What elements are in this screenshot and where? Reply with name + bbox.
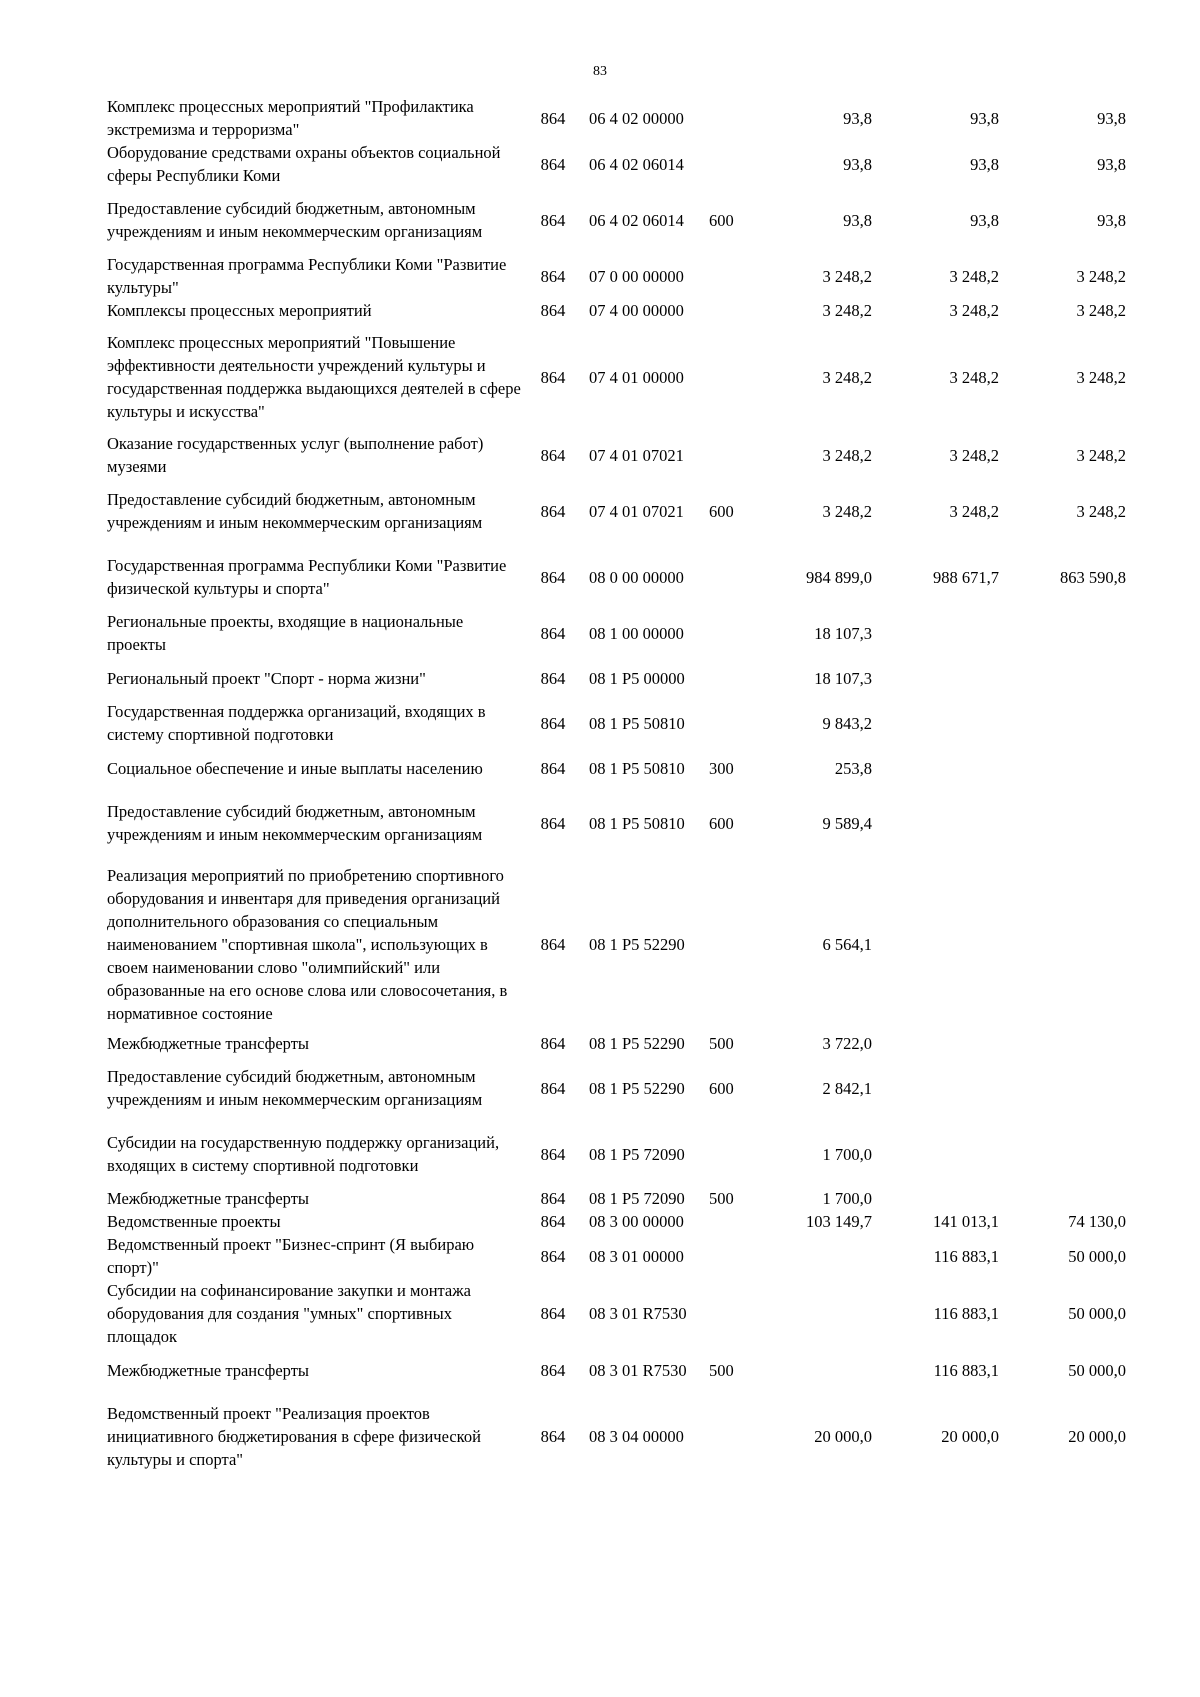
cell-gr: 864	[540, 668, 566, 688]
cell-csr: 06 4 02 00000	[589, 108, 684, 128]
cell-vr: 600	[709, 813, 734, 833]
cell-csr: 08 1 00 00000	[589, 623, 684, 643]
cell-csr: 06 4 02 06014	[589, 154, 684, 174]
cell-gr: 864	[540, 445, 566, 465]
cell-name: Комплекс процессных мероприятий "Профилактика экстремизма и терроризма"	[107, 97, 474, 139]
cell-gr: 864	[540, 266, 566, 286]
cell-name: Государственная поддержка организаций, входящих в систему спортивной подготовки	[107, 702, 486, 744]
cell-csr: 08 1 P5 50810	[589, 758, 685, 778]
cell-vr: 600	[709, 210, 734, 230]
cell-v2	[872, 856, 999, 1032]
table-row	[107, 544, 1126, 610]
cell-v1: 9 589,4	[822, 813, 872, 833]
cell-gr: 864	[540, 1189, 566, 1208]
cell-vr	[709, 299, 759, 322]
table-row	[107, 610, 1126, 656]
cell-v3: 3 248,2	[1076, 266, 1126, 286]
cell-v2	[872, 1055, 999, 1121]
cell-v2: 988 671,7	[933, 567, 999, 587]
cell-v2: 20 000,0	[941, 1426, 999, 1446]
cell-v3: 3 248,2	[1076, 367, 1126, 387]
cell-v3: 74 130,0	[1068, 1212, 1126, 1231]
cell-v2	[872, 700, 999, 746]
cell-gr: 864	[540, 108, 566, 128]
cell-v3: 3 248,2	[1076, 501, 1126, 521]
table-row	[107, 700, 1126, 746]
table-row	[107, 299, 1126, 322]
cell-name: Комплекс процессных мероприятий "Повышение эффективности деятельности учреждений культуры и государственная поддержка выдающихся деятелей в сфере культуры и искусства"	[107, 333, 521, 421]
cell-v2	[872, 1032, 999, 1055]
cell-v2	[872, 610, 999, 656]
cell-v1: 18 107,3	[814, 623, 872, 643]
cell-v3: 3 248,2	[1076, 445, 1126, 465]
cell-vr	[709, 1121, 759, 1187]
cell-v1: 3 248,2	[822, 301, 872, 320]
cell-v3: 93,8	[1097, 108, 1126, 128]
cell-name: Государственная программа Республики Коми "Развитие культуры"	[107, 255, 507, 297]
cell-csr: 08 0 00 00000	[589, 567, 684, 587]
page-number: 83	[593, 64, 607, 79]
cell-v1: 253,8	[834, 758, 872, 778]
cell-csr: 08 1 P5 50810	[589, 813, 685, 833]
cell-v3: 50 000,0	[1068, 1304, 1126, 1323]
cell-name: Межбюджетные трансферты	[107, 1360, 310, 1380]
cell-v3	[999, 856, 1126, 1032]
table-row	[107, 95, 1126, 141]
cell-v2: 3 248,2	[949, 501, 999, 521]
cell-gr: 864	[540, 1246, 566, 1266]
cell-csr: 08 1 P5 52290	[589, 934, 685, 954]
cell-name: Ведомственный проект "Бизнес-спринт (Я выбираю спорт)"	[107, 1235, 475, 1277]
cell-csr: 08 1 P5 52290	[589, 1034, 685, 1053]
cell-v1: 93,8	[843, 154, 872, 174]
table-row	[107, 1392, 1126, 1480]
cell-csr: 06 4 02 06014	[589, 210, 684, 230]
cell-csr: 07 4 01 07021	[589, 445, 684, 465]
cell-csr: 08 3 01 R7530	[589, 1304, 687, 1323]
cell-v3: 93,8	[1097, 210, 1126, 230]
table-row	[107, 1187, 1126, 1210]
cell-vr	[709, 1392, 759, 1480]
cell-v1: 984 899,0	[806, 567, 872, 587]
cell-vr: 600	[709, 1078, 734, 1098]
cell-vr	[709, 95, 759, 141]
cell-csr: 08 3 04 00000	[589, 1426, 684, 1446]
cell-name: Субсидии на государственную поддержку организаций, входящих в систему спортивной подготовки	[107, 1133, 500, 1175]
cell-v2: 116 883,1	[933, 1360, 999, 1380]
cell-gr: 864	[540, 1144, 566, 1164]
cell-vr	[709, 322, 759, 432]
cell-gr: 864	[540, 567, 566, 587]
budget-table	[107, 95, 1126, 1480]
cell-v3	[999, 610, 1126, 656]
table-row	[107, 1210, 1126, 1233]
cell-v1: 3 248,2	[822, 445, 872, 465]
table-row	[107, 253, 1126, 299]
table-row	[107, 141, 1126, 187]
cell-csr: 08 1 P5 72090	[589, 1144, 685, 1164]
cell-csr: 08 1 P5 72090	[589, 1189, 685, 1208]
cell-v3: 20 000,0	[1068, 1426, 1126, 1446]
budget-table-body	[107, 95, 1126, 1480]
cell-v3	[999, 700, 1126, 746]
table-row	[107, 432, 1126, 478]
cell-csr: 07 4 01 00000	[589, 367, 684, 387]
cell-v2: 3 248,2	[949, 445, 999, 465]
cell-v3: 50 000,0	[1068, 1360, 1126, 1380]
cell-v3	[999, 656, 1126, 700]
cell-name: Социальное обеспечение и иные выплаты населению	[107, 758, 483, 778]
cell-vr	[709, 141, 759, 187]
cell-gr: 864	[540, 758, 566, 778]
cell-v3	[999, 746, 1126, 790]
cell-v2: 116 883,1	[933, 1246, 999, 1266]
cell-v3: 93,8	[1097, 154, 1126, 174]
cell-v1: 18 107,3	[814, 668, 872, 688]
cell-v1: 3 248,2	[822, 266, 872, 286]
cell-csr: 07 4 01 07021	[589, 501, 684, 521]
cell-gr: 864	[540, 934, 566, 954]
cell-gr: 864	[540, 367, 566, 387]
cell-gr: 864	[540, 1212, 566, 1231]
cell-v1: 6 564,1	[822, 934, 872, 954]
cell-v2: 93,8	[970, 108, 999, 128]
cell-csr: 08 3 01 00000	[589, 1246, 684, 1266]
cell-v3: 863 590,8	[1060, 567, 1126, 587]
cell-v3	[999, 1121, 1126, 1187]
cell-name: Предоставление субсидий бюджетным, автономным учреждениям и иным некоммерческим организациям	[107, 1067, 483, 1109]
cell-v2	[872, 746, 999, 790]
cell-vr: 600	[709, 501, 734, 521]
cell-gr: 864	[540, 154, 566, 174]
cell-vr	[709, 1279, 759, 1348]
cell-v3	[999, 1187, 1126, 1210]
cell-v1: 93,8	[843, 108, 872, 128]
cell-vr: 500	[709, 1034, 734, 1053]
cell-v1: 103 149,7	[806, 1212, 872, 1231]
table-row	[107, 1348, 1126, 1392]
cell-vr: 300	[709, 758, 734, 778]
cell-v2: 3 248,2	[949, 266, 999, 286]
cell-vr: 500	[709, 1189, 734, 1208]
cell-vr	[709, 544, 759, 610]
cell-csr: 07 4 00 00000	[589, 301, 684, 320]
cell-v3	[999, 790, 1126, 856]
cell-gr: 864	[540, 1304, 566, 1323]
cell-csr: 08 3 01 R7530	[589, 1360, 687, 1380]
cell-vr	[709, 700, 759, 746]
table-row	[107, 1279, 1126, 1348]
cell-vr	[709, 656, 759, 700]
table-row	[107, 856, 1126, 1032]
cell-v3: 3 248,2	[1076, 301, 1126, 320]
cell-gr: 864	[540, 210, 566, 230]
cell-name: Предоставление субсидий бюджетным, автономным учреждениям и иным некоммерческим организациям	[107, 490, 483, 532]
table-row	[107, 746, 1126, 790]
cell-name: Оказание государственных услуг (выполнение работ) музеями	[107, 434, 484, 476]
cell-name: Субсидии на софинансирование закупки и монтажа оборудования для создания "умных" спортивных площадок	[107, 1281, 471, 1346]
cell-v3: 50 000,0	[1068, 1246, 1126, 1266]
cell-v1: 3 722,0	[822, 1034, 872, 1053]
cell-v2	[872, 1187, 999, 1210]
cell-v2: 3 248,2	[949, 301, 999, 320]
cell-gr: 864	[540, 1426, 566, 1446]
cell-gr: 864	[540, 1034, 566, 1053]
cell-name: Региональный проект "Спорт - норма жизни"	[107, 668, 426, 688]
cell-name: Ведомственный проект "Реализация проектов инициативного бюджетирования в сфере физической культуры и спорта"	[107, 1403, 481, 1469]
cell-v1	[759, 1279, 872, 1348]
cell-vr	[709, 253, 759, 299]
cell-vr	[709, 432, 759, 478]
cell-v1: 20 000,0	[814, 1426, 872, 1446]
cell-v2: 3 248,2	[949, 367, 999, 387]
cell-v3	[999, 1032, 1126, 1055]
cell-vr	[709, 1210, 759, 1233]
cell-v1	[759, 1348, 872, 1392]
cell-v1: 3 248,2	[822, 501, 872, 521]
cell-name: Реализация мероприятий по приобретению спортивного оборудования и инвентаря для приведения организаций дополнительного образования со специальным наименованием "спортивная школа", использующих в своем наименовании слово "олимпийский" или образованные на его основе слова или словосочетания, в нормативное состояние	[107, 865, 508, 1023]
cell-vr	[709, 856, 759, 1032]
cell-name: Предоставление субсидий бюджетным, автономным учреждениям и иным некоммерческим организациям	[107, 802, 483, 844]
cell-v3	[999, 1055, 1126, 1121]
cell-name: Предоставление субсидий бюджетным, автономным учреждениям и иным некоммерческим организациям	[107, 199, 483, 241]
cell-gr: 864	[540, 623, 566, 643]
cell-vr	[709, 610, 759, 656]
cell-v2: 116 883,1	[933, 1304, 999, 1323]
cell-csr: 07 0 00 00000	[589, 266, 684, 286]
cell-name: Региональные проекты, входящие в национальные проекты	[107, 612, 464, 654]
cell-v1: 9 843,2	[822, 713, 872, 733]
cell-v1: 93,8	[843, 210, 872, 230]
table-row	[107, 1055, 1126, 1121]
cell-v1	[759, 1233, 872, 1279]
cell-vr	[709, 1233, 759, 1279]
cell-vr: 500	[709, 1360, 734, 1380]
cell-v1: 3 248,2	[822, 367, 872, 387]
cell-gr: 864	[540, 1360, 566, 1380]
cell-v1: 1 700,0	[822, 1144, 872, 1164]
table-row	[107, 1121, 1126, 1187]
cell-name: Межбюджетные трансферты	[107, 1189, 310, 1208]
table-row	[107, 1233, 1126, 1279]
cell-v2: 93,8	[970, 210, 999, 230]
table-row	[107, 322, 1126, 432]
cell-csr: 08 3 00 00000	[589, 1212, 684, 1231]
cell-v2: 141 013,1	[933, 1212, 999, 1231]
cell-v2	[872, 790, 999, 856]
cell-v2: 93,8	[970, 154, 999, 174]
cell-gr: 864	[540, 813, 566, 833]
cell-name: Межбюджетные трансферты	[107, 1034, 310, 1053]
table-row	[107, 1032, 1126, 1055]
cell-gr: 864	[540, 1078, 566, 1098]
table-row	[107, 790, 1126, 856]
cell-name: Комплексы процессных мероприятий	[107, 301, 372, 320]
cell-csr: 08 1 P5 52290	[589, 1078, 685, 1098]
table-row	[107, 478, 1126, 544]
cell-v2	[872, 1121, 999, 1187]
cell-v2	[872, 656, 999, 700]
cell-gr: 864	[540, 501, 566, 521]
cell-csr: 08 1 P5 50810	[589, 713, 685, 733]
table-row	[107, 187, 1126, 253]
cell-gr: 864	[540, 713, 566, 733]
cell-csr: 08 1 P5 00000	[589, 668, 685, 688]
cell-v1: 1 700,0	[822, 1189, 872, 1208]
cell-gr: 864	[540, 301, 566, 320]
cell-name: Государственная программа Республики Коми "Развитие физической культуры и спорта"	[107, 556, 507, 598]
cell-v1: 2 842,1	[822, 1078, 872, 1098]
table-row	[107, 656, 1126, 700]
cell-name: Ведомственные проекты	[107, 1212, 281, 1231]
cell-name: Оборудование средствами охраны объектов социальной сферы Республики Коми	[107, 143, 501, 185]
